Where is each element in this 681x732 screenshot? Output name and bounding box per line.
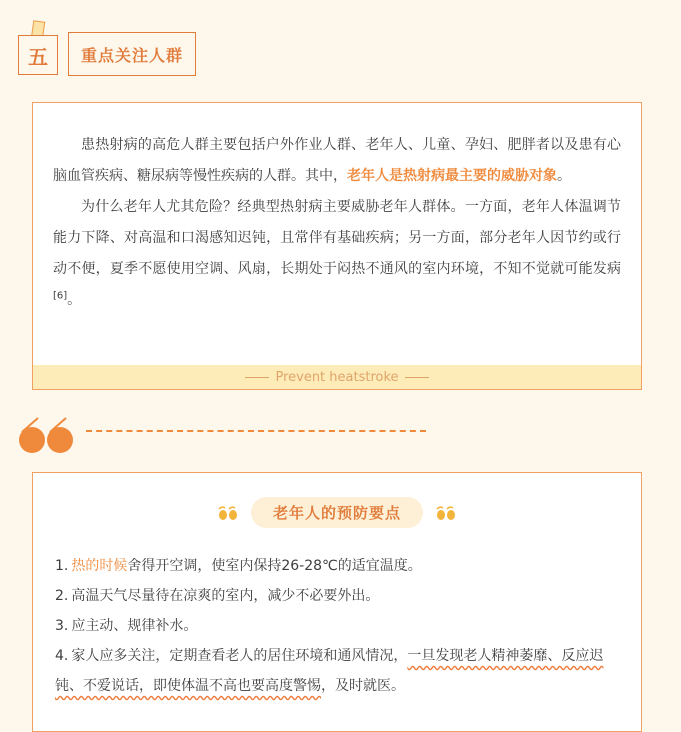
item-number: 3. [55,618,69,634]
p1-text: 患热射病的高危人群主要包括户外作业人群、老年人、儿童、孕妇、肥胖者以及患有心脑血管疾病、糖尿病等慢性疾病的人群。其中， [53,137,621,184]
prevention-list [55,551,621,701]
section-title: 重点关注人群 [68,32,196,76]
item-highlight: 热的时候 [71,558,128,574]
item-wavy-emphasis: 一旦发现老人精神萎靡、反应迟钝、不爱说话，即使体温不高也要高度警惕 [55,648,604,694]
list-item [55,551,621,581]
item-text: 舍得开空调，使室内保持26-28℃的适宜温度。 [127,558,422,574]
section-number: 五 [18,35,58,75]
p2-text: 为什么老年人尤其危险？经典型热射病主要威胁老年人群体。一方面，老年人体温调节能力下降、对高温和口渴感知迟钝，且常伴有基础疾病；另一方面，部分老年人因节约或行动不便，夏季不愿使用空调、风扇，长期处于闷热不通风的室内环境，不知不觉就可能发病 [53,199,621,277]
item-text: 高温天气尽量待在凉爽的室内，减少不必要外出。 [71,588,380,604]
p2-end: 。 [67,292,82,308]
double-quote-icon [435,505,457,521]
card-footer [33,365,641,389]
prevention-card [32,472,642,732]
dashed-line [86,430,426,432]
reference-link[interactable]: [6] [53,290,68,302]
item-number: 1. [55,558,69,574]
footer-line-right [405,377,429,378]
item-number: 4. [55,648,69,664]
prevention-title: 老年人的预防要点 [251,497,423,528]
section-header [18,20,218,78]
paragraph-high-risk [53,130,621,192]
p1-highlight: 老年人是热射病最主要的威胁对象 [347,168,557,184]
double-quote-icon [217,505,239,521]
item-number: 2. [55,588,69,604]
list-item [55,611,621,641]
risk-group-card [32,102,642,390]
prevention-heading [33,497,641,528]
item-end: ，及时就医。 [321,678,405,694]
paragraph-why-elderly [53,192,621,316]
item-text: 应主动、规律补水。 [71,618,198,634]
list-item [55,641,621,701]
p1-end: 。 [557,168,571,184]
footer-text: Prevent heatstroke [275,369,399,385]
list-item [55,581,621,611]
item-text: 家人应多关注，定期查看老人的居住环境和通风情况， [71,648,408,664]
quote-mark-icon [16,410,80,458]
quote-divider [16,410,436,458]
footer-line-left [245,377,269,378]
